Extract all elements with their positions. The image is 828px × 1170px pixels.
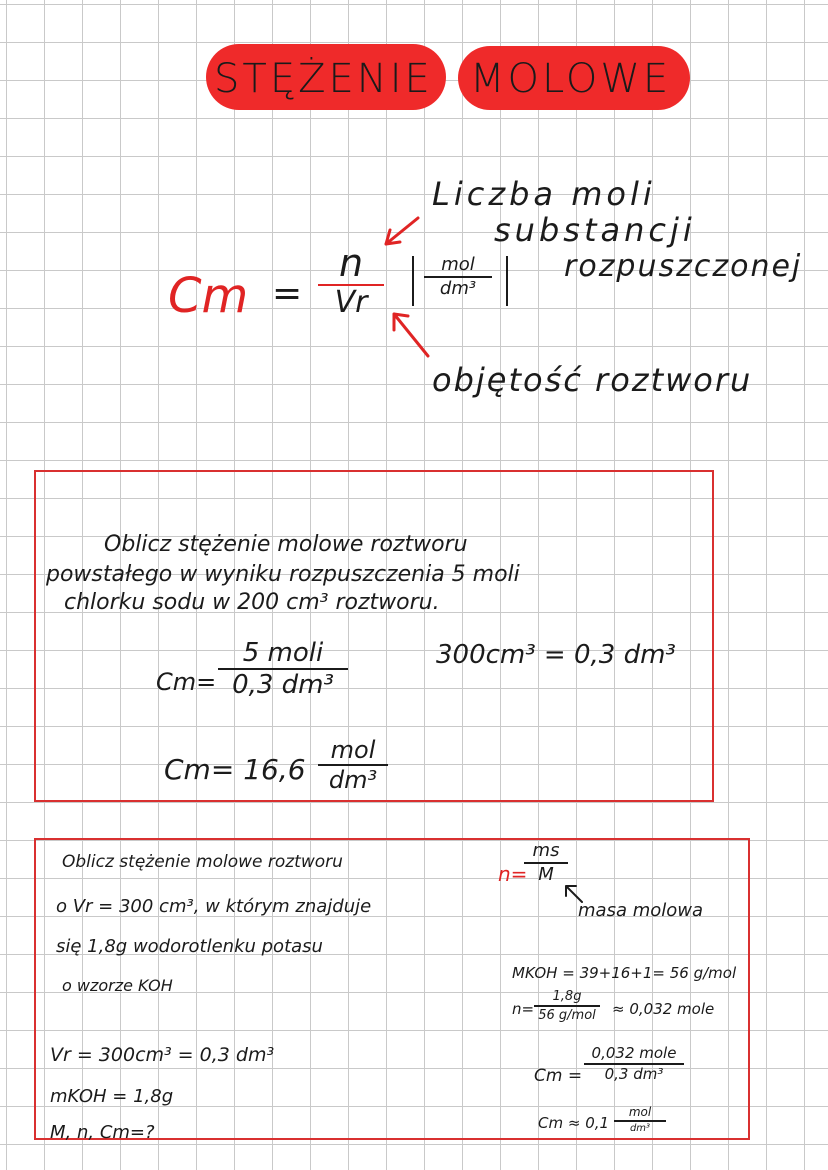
ex2-cm-result: Cm ≈ 0,1 (538, 1114, 610, 1132)
formula-equals: = (272, 273, 303, 314)
ex2-n-fraction (524, 842, 568, 884)
fraction-bar (534, 1005, 600, 1007)
ex2-task-line1: Oblicz stężenie molowe roztworu (62, 852, 343, 872)
ex2-given-3: M, n, Cm=? (50, 1122, 155, 1143)
unit-bottom: dm³ (439, 278, 477, 299)
ex2-n-calc-label: n= (512, 1000, 535, 1018)
label-n-line2: substancji (494, 211, 696, 249)
ex2-cm-fraction (584, 1046, 684, 1082)
title-word-1: STĘŻENIE (214, 56, 433, 102)
ex2-task-line2: o Vr = 300 cm³, w którym znajduje (56, 896, 372, 917)
ex1-result-unit-bottom: dm³ (328, 766, 378, 794)
ex1-numerator: 5 moli (242, 638, 324, 668)
ex1-denominator: 0,3 dm³ (232, 670, 334, 700)
ex2-task-line4: o wzorze KOH (62, 976, 173, 995)
ex1-result: Cm= 16,6 (164, 753, 306, 786)
ex1-conversion: 300cm³ = 0,3 dm³ (436, 640, 676, 670)
ex2-n-calc-fraction (534, 990, 600, 1022)
ex2-n-calc-result: ≈ 0,032 mole (612, 1000, 715, 1018)
ex2-n-den: M (538, 864, 554, 885)
fraction-bar (614, 1120, 666, 1122)
ex2-cm-label: Cm = (534, 1066, 583, 1086)
label-volume: objętość roztworu (432, 361, 753, 399)
formula-denominator: Vr (334, 285, 368, 320)
formula-fraction (318, 241, 384, 320)
title-word-2: MOLOWE (470, 56, 672, 102)
ex2-cm-den: 0,3 dm³ (604, 1065, 664, 1083)
ex2-molar-mass-label: masa molowa (578, 900, 704, 921)
ex1-result-unit (318, 738, 388, 792)
ex2-cm-result-unit-bottom: dm³ (629, 1123, 651, 1134)
label-n-line3: rozpuszczonej (564, 249, 803, 284)
ex1-cm-label: Cm= (156, 668, 217, 696)
arrow-to-n-icon (376, 212, 426, 252)
ex1-result-unit-top: mol (330, 736, 376, 764)
unit-top: mol (441, 254, 475, 275)
formula-numerator: n (338, 241, 364, 285)
ex1-task-line3: chlorku sodu w 200 cm³ roztworu. (64, 590, 440, 615)
ex2-cm-result-unit (614, 1106, 666, 1134)
ex2-cm-num: 0,032 mole (591, 1044, 677, 1062)
label-n-line1: Liczba moli (432, 175, 656, 213)
ex1-task-line2: powstałego w wyniku rozpuszczenia 5 moli (46, 562, 520, 587)
ex1-fraction (218, 640, 348, 698)
ex1-task-line1: Oblicz stężenie molowe roztworu (104, 532, 468, 557)
ex2-n-calc-den: 56 g/mol (538, 1008, 596, 1023)
ex2-n-num: ms (532, 840, 560, 861)
ex2-cm-result-unit-top: mol (628, 1105, 652, 1119)
formula-symbol: Cm (168, 268, 249, 324)
ex2-given-2: mKOH = 1,8g (50, 1086, 174, 1107)
ex2-given-1: Vr = 300cm³ = 0,3 dm³ (50, 1044, 275, 1066)
ex2-mkoh-calc: MKOH = 39+16+1= 56 g/mol (512, 964, 737, 982)
unit-fraction (424, 256, 492, 298)
ex2-n-calc-num: 1,8g (552, 989, 582, 1004)
arrow-to-vr-icon (382, 304, 442, 364)
ex2-n-label: n= (498, 862, 528, 886)
ex2-task-line3: się 1,8g wodorotlenku potasu (56, 936, 323, 957)
